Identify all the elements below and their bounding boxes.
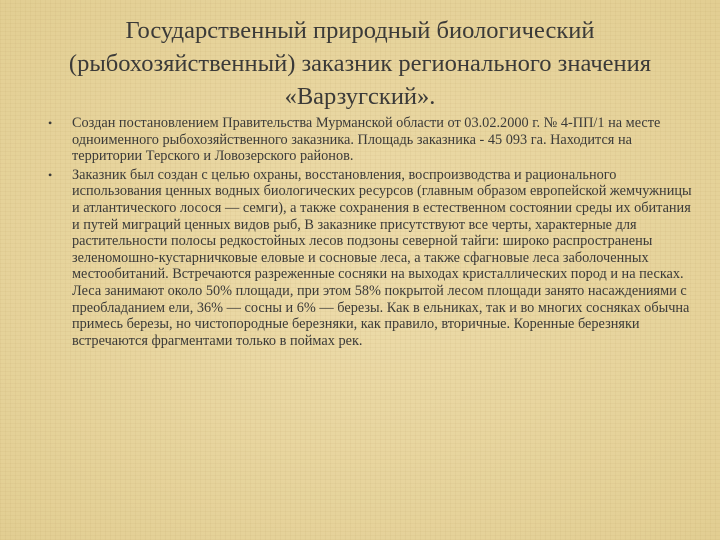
bullet-marker: •: [48, 116, 53, 130]
bullet-list: [48, 115, 698, 351]
bullet-marker: •: [48, 167, 53, 182]
bullet-text: Заказник был создан с целью охраны, восстановления, воспроизводства и рационального использования ценных водных биологических ресурсов (главным образом европейской жемчужницы и атлантического лосося — семги), а также сохранения в естественном состоянии среды их обитания и путей миграций ценных видов рыб, В заказнике присутствуют все черты, характерные для растительности полосы редкостойных лесов подзоны северной тайги: широко распространены зеленомошно-кустарничковые еловые и сосновые леса, а также сфагновые леса заболоченных местообитаний. Встречаются разреженные сосняки на выходах кристаллических пород и на песках. Леса занимают около 50% площади, при этом 58% покрытой лесом площади занято насаждениями с преобладанием ели, 36% — сосны и 6% — березы. Как в ельниках, так и во многих сосняках обычна примесь березы, но чистопородные березняки, как правило, вторичные. Коренные березняки встречаются фрагментами только в поймах рек.: [72, 166, 692, 349]
bullet-item: [48, 167, 698, 350]
bullet-item: [48, 115, 698, 165]
slide-title: Государственный природный биологический (рыбохозяйственный) заказник регионального значения «Варзугский».: [68, 17, 652, 110]
bullet-text: Создан постановлением Правительства Мурманской области от 03.02.2000 г. № 4-ПП/1 на месте одноименного рыбохозяйственного заказника. Площадь заказника - 45 093 га. Находится на территории Терского и Ловозерского районов.: [72, 115, 661, 165]
